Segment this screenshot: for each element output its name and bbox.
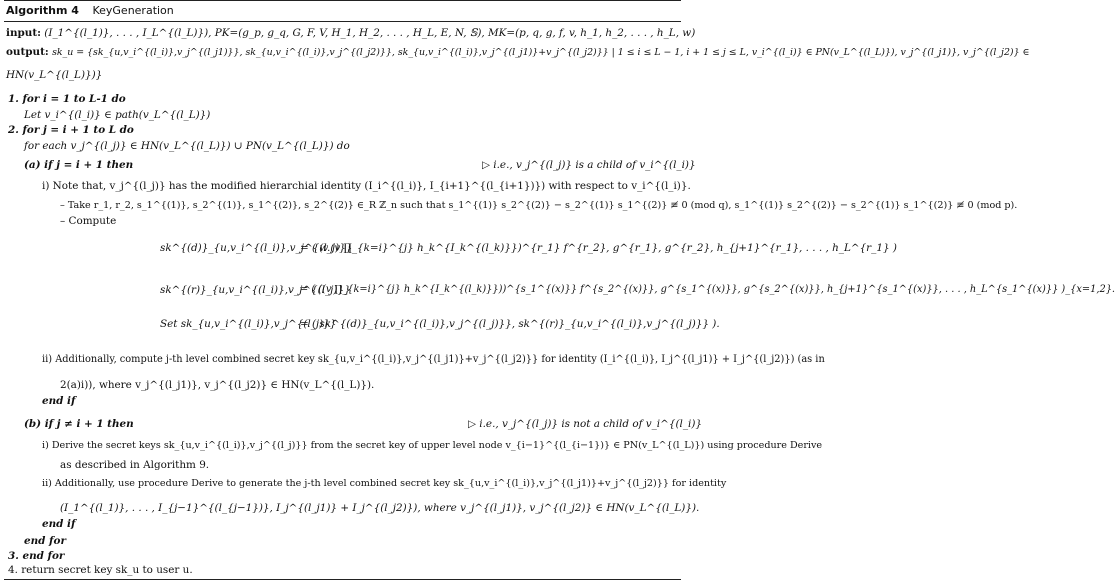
end-if-1: end if: [42, 395, 76, 407]
branch-b-comment: ▷ i.e., v_j^{(l_j)} is not a child of v_i^{(l_i)}: [468, 418, 703, 430]
step-3: 3. end for: [8, 550, 65, 562]
branch-a-ii-cont: 2(a)i)), where v_j^{(l_j1)}, v_j^{(l_j2)} ∈ HN(v_L^{(l_L)}).: [60, 379, 375, 391]
branch-a-ii: ii) Additionally, compute j-th level combined secret key sk_{u,v_i^{(l_i)},v_j^{(l_j1)}+v_j^{(l_j2)}} for identity (I_i^{(l_i)}, I_j^{(l_j1)} + I_j^{(l_j2)}) (as in: [42, 354, 825, 365]
input-line: [6, 27, 695, 41]
algorithm-name: KeyGeneration: [92, 4, 174, 17]
algorithm-heading: [6, 4, 174, 18]
step-1-text: 1. for i = 1 to L-1 do: [8, 93, 126, 105]
branch-a-comment: ▷ i.e., v_j^{(l_j)} is a child of v_i^{(l_i)}: [482, 159, 696, 171]
output-text: sk_u = {sk_{u,v_i^{(l_i)},v_j^{(l_j1)}}, sk_{u,v_i^{(l_i)},v_j^{(l_j2)}}, sk_{u,v_i^{(l_i)},v_j^{(l_j1)}+v_j^{(l_j2)}} | 1 ≤ i ≤ L − 1, i + 1 ≤ j ≤ L, v_i^{(l_i)} ∈ PN(v_L^{(l_L)}), v_j^{(l_j1)}, v_j^{(l_j2)} ∈: [52, 47, 1030, 58]
step-4-text: 4. return secret key sk_u to user u.: [8, 564, 193, 576]
step-1: [8, 93, 126, 107]
branch-a-i: i) Note that, v_j^{(l_j)} has the modified hierarchial identity (I_i^{(l_i)}, I_{i+1}^{(l_{i+1})}) with respect to v_i^{(l_i)}.: [42, 180, 691, 192]
eq-skd-lhs: sk^{(d)}_{u,v_i^{(l_i)},v_j^{(l_j)}}: [160, 242, 353, 254]
end-if-2: end if: [42, 518, 76, 530]
end-for-1: end for: [24, 535, 66, 547]
eq-set-lhs: Set sk_{u,v_i^{(l_i)},v_j^{(l_j)}}: [160, 318, 337, 330]
branch-b-i: i) Derive the secret keys sk_{u,v_i^{(l_i)},v_j^{(l_j)}} from the secret key of upper level node v_{i−1}^{(l_{i−1})} ∈ PN(v_L^{(l_L)}) using procedure Derive: [42, 440, 823, 451]
step-1a: Let v_i^{(l_i)} ∈ path(v_L^{(l_L)}): [24, 109, 211, 121]
heading-rule: [4, 21, 681, 22]
input-label: input:: [6, 27, 41, 39]
eq-skr-rhs: = ( ((v ∏_{k=i}^{j} h_k^{I_k^{(l_k)}}))^{s_1^{(x)}} f^{s_2^{(x)}}, g^{s_1^{(x)}}, g^{s_2^{(x)}}, h_{j+1}^{s_1^{(x)}}, . . . , h_L^{s_1^{(x)}} )_{x=1,2}.: [300, 284, 1115, 295]
step-2a: for each v_j^{(l_j)} ∈ HN(v_L^{(l_L)}) ∪ PN(v_L^{(l_L)}) do: [24, 140, 350, 152]
top-rule: [4, 0, 681, 1]
output-label: output:: [6, 46, 49, 58]
input-text: (I_1^{(l_1)}, . . . , I_L^{(l_L)}), PK=(g_p, g_q, G, F, V, H_1, H_2, . . . , H_L, E, N, 𝕊), MK=(p, q, g, f, v, h_1, h_2, . . . , h_L, w): [44, 27, 696, 39]
eq-set-rhs: = ( sk^{(d)}_{u,v_i^{(l_i)},v_j^{(l_j)}}, sk^{(r)}_{u,v_i^{(l_i)},v_j^{(l_j)}} ).: [300, 318, 720, 330]
step-4: [8, 564, 193, 578]
algorithm-label: Algorithm 4: [6, 4, 79, 17]
bottom-rule: [4, 579, 681, 580]
eq-skr-lhs: sk^{(r)}_{u,v_i^{(l_i)},v_j^{(l_j)}}: [160, 284, 351, 296]
branch-b-ii: ii) Additionally, use procedure Derive to generate the j-th level combined secret key sk_{u,v_i^{(l_i)},v_j^{(l_j1)}+v_j^{(l_j2)}} for identity: [42, 478, 727, 489]
branch-b-ii-cont: (I_1^{(l_1)}, . . . , I_{j−1}^{(l_{j−1})}, I_j^{(l_j1)} + I_j^{(l_j2)}), where v_j^{(l_j1)}, v_j^{(l_j2)} ∈ HN(v_L^{(l_L)}).: [60, 502, 700, 514]
compute-line: – Compute: [60, 215, 117, 227]
output-line: [6, 46, 1029, 60]
branch-b-i-cont: as described in Algorithm 9.: [60, 459, 210, 471]
take-line: – Take r_1, r_2, s_1^{(1)}, s_2^{(1)}, s_1^{(2)}, s_2^{(2)} ∈_R ℤ_n such that s_1^{(1)} s_2^{(2)} − s_2^{(1)} s_1^{(2)} ≢ 0 (mod q), s_1^{(1)} s_2^{(2)} − s_2^{(1)} s_1^{(2)} ≢ 0 (mod p).: [60, 200, 1018, 211]
eq-skd-rhs: = ( w.(v ∏_{k=i}^{j} h_k^{I_k^{(l_k)}})^{r_1} f^{r_2}, g^{r_1}, g^{r_2}, h_{j+1}^{r_1}, . . . , h_L^{r_1} ): [300, 242, 897, 254]
branch-b: (b) if j ≠ i + 1 then: [24, 418, 134, 430]
branch-a: (a) if j = i + 1 then: [24, 159, 134, 171]
step-2: 2. for j = i + 1 to L do: [8, 124, 134, 136]
output-text-cont: HN(v_L^{(l_L)})}: [6, 69, 103, 81]
